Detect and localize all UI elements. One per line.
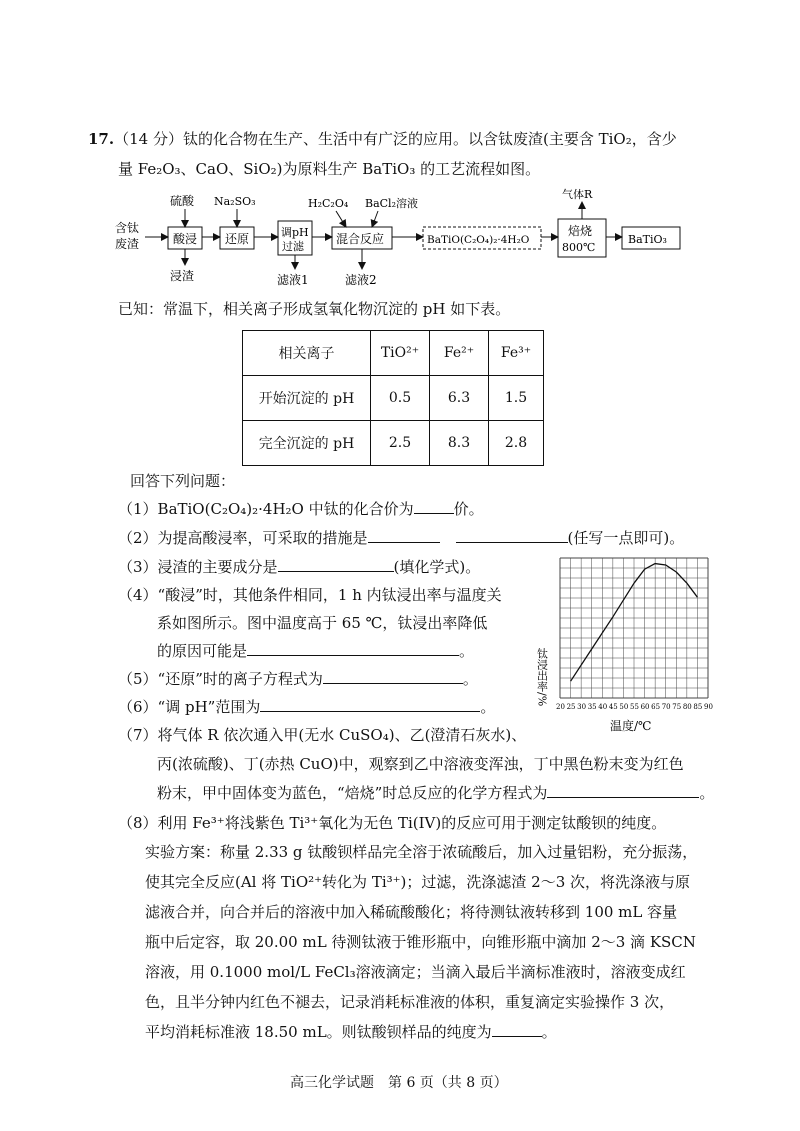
table-cell: 完全沉淀的 pH (243, 421, 371, 466)
table-header-ion: 相关离子 (243, 331, 371, 376)
q2-text: （2）为提高酸浸率，可采取的措施是 (118, 529, 368, 547)
q8-text: 平均消耗标准液 18.50 mL。则钛酸钡样品的纯度为 (145, 1023, 492, 1041)
q6-end: 。 (480, 698, 496, 716)
q2-end: (任写一点即可)。 (567, 529, 685, 547)
chart-x-tick-label: 20 (556, 703, 565, 711)
question-score: （14 分） (114, 130, 183, 148)
chart-x-tick-label: 75 (672, 703, 682, 711)
question-number: 17. (88, 130, 115, 148)
chart-x-tick-label: 25 (566, 703, 576, 711)
table-header-fe2: Fe²⁺ (430, 331, 489, 376)
ph-table (242, 330, 544, 466)
q8-line8 (145, 1021, 557, 1042)
q8-line2: 实验方案：称量 2.33 g 钛酸钡样品完全溶于浓硫酸后，加入过量铝粉，充分振荡， (145, 843, 698, 861)
table-cell: 2.5 (371, 421, 430, 466)
q4-blank[interactable] (247, 641, 459, 656)
q2-blank-2[interactable] (456, 528, 568, 543)
chart-x-ticks (556, 703, 713, 711)
q5-text: （5）“还原”时的离子方程式为 (118, 670, 323, 688)
table-cell: 2.8 (489, 421, 544, 466)
flow-box-mix-label: 混合反应 (336, 232, 385, 246)
q1-blank[interactable] (414, 499, 454, 514)
chart-x-tick-label: 90 (704, 703, 713, 711)
flow-box-reduce-label: 还原 (225, 232, 250, 246)
q3-end: (填化学式)。 (393, 558, 481, 576)
flow-box-calcine-line2: 800℃ (562, 241, 596, 254)
chart-x-tick-label: 85 (693, 703, 703, 711)
q5-blank[interactable] (323, 669, 463, 684)
leach-rate-chart (520, 548, 720, 736)
table-header-fe3: Fe³⁺ (489, 331, 544, 376)
q8-end: 。 (541, 1023, 557, 1041)
q7-line3 (157, 782, 714, 803)
table-row (243, 331, 544, 376)
q8-blank[interactable] (492, 1022, 542, 1037)
process-flow-diagram (110, 185, 710, 295)
question-header (88, 128, 677, 149)
q3-text: （3）浸渣的主要成分是 (118, 558, 278, 576)
q8-line4: 滤液合并，向合并后的溶液中加入稀硫酸酸化；将待测钛液转移到 100 mL 容量 (145, 903, 678, 921)
flow-box-adjust-line2: 过滤 (282, 240, 304, 253)
flow-gas-r: 气体R (562, 188, 593, 201)
chart-x-tick-label: 50 (619, 703, 629, 711)
chart-x-tick-label: 40 (598, 703, 608, 711)
flow-reagent-bacl2: BaCl₂溶液 (365, 197, 418, 210)
q4-line1: （4）“酸浸”时，其他条件相同，1 h 内钛浸出率与温度关 (118, 586, 502, 604)
q6 (118, 696, 495, 717)
flow-box-calcine-line1: 焙烧 (568, 224, 593, 238)
flow-reagent-h2c2o4: H₂C₂O₄ (308, 197, 349, 210)
flow-reagent-na2so3: Na₂SO₃ (214, 195, 256, 208)
q4-text: 的原因可能是 (157, 642, 248, 660)
table-cell: 6.3 (430, 376, 489, 421)
flow-box-product-label: BaTiO₃ (628, 233, 667, 246)
chart-x-tick-label: 45 (608, 703, 618, 711)
q4-end: 。 (459, 642, 475, 660)
table-cell: 8.3 (430, 421, 489, 466)
chart-x-tick-label: 30 (577, 703, 587, 711)
q8-line5: 瓶中后定容，取 20.00 mL 待测钛液于锥形瓶中，向锥形瓶中滴加 2～3 滴 KSCN (145, 933, 696, 951)
chart-x-tick-label: 60 (640, 703, 650, 711)
q2 (118, 527, 684, 548)
q5 (118, 668, 478, 689)
q8-line6: 溶液，用 0.1000 mol/L FeCl₃溶液滴定；当滴入最后半滴标准液时，溶液变成红 (145, 963, 686, 981)
flow-out-residue: 浸渣 (170, 269, 195, 283)
q7-text: 粉末，甲中固体变为蓝色，“焙烧”时总反应的化学方程式为 (157, 784, 548, 802)
page-footer: 高三化学试题 第 6 页（共 8 页） (290, 1075, 508, 1091)
q5-end: 。 (462, 670, 478, 688)
q2-blank-1[interactable] (368, 528, 440, 543)
chart-y-label: 钛浸出率/% (535, 648, 549, 707)
table-cell: 开始沉淀的 pH (243, 376, 371, 421)
flow-box-intermediate-label: BaTiO(C₂O₄)₂·4H₂O (427, 234, 530, 246)
chart-x-tick-label: 65 (651, 703, 661, 711)
flow-reagent-acid: 硫酸 (170, 194, 195, 208)
flow-arrow-bacl2 (372, 211, 378, 227)
q8-line7: 色，且半分钟内红色不褪去，记录消耗标准液的体积，重复滴定实验操作 3 次， (145, 993, 675, 1011)
question-intro-line2: 量 Fe₂O₃、CaO、SiO₂)为原料生产 BaTiO₃ 的工艺流程如图。 (118, 160, 541, 178)
q6-text: （6）“调 pH”范围为 (118, 698, 261, 716)
q1-end: 价。 (453, 500, 484, 518)
table-row (243, 376, 544, 421)
q7-line2: 丙(浓硫酸)、丁(赤热 CuO)中，观察到乙中溶液变浑浊，丁中黑色粉末变为红色 (157, 755, 684, 773)
q8-line1: （8）利用 Fe³⁺将浅紫色 Ti³⁺氧化为无色 Ti(IV)的反应可用于测定钛酸钡的纯度。 (118, 814, 667, 832)
known-statement: 已知：常温下，相关离子形成氢氧化物沉淀的 pH 如下表。 (118, 300, 511, 318)
chart-x-tick-label: 55 (630, 703, 639, 711)
answer-prompt: 回答下列问题： (130, 472, 236, 490)
chart-x-tick-label: 70 (661, 703, 671, 711)
q7-line1: （7）将气体 R 依次通入甲(无水 CuSO₄)、乙(澄清石灰水)、 (118, 726, 527, 744)
chart-x-tick-label: 35 (587, 703, 597, 711)
q3-blank[interactable] (278, 557, 394, 572)
q7-end: 。 (699, 784, 715, 802)
q7-blank[interactable] (547, 783, 699, 798)
q1-text: （1）BaTiO(C₂O₄)₂·4H₂O 中钛的化合价为 (118, 500, 414, 518)
flow-raw-line2: 废渣 (115, 237, 140, 251)
q1 (118, 498, 484, 519)
table-cell: 1.5 (489, 376, 544, 421)
flow-arrow-h2c2o4 (336, 211, 346, 227)
chart-x-label: 温度/℃ (610, 719, 652, 733)
flow-out-filtrate2: 滤液2 (345, 273, 377, 287)
flow-box-adjust-line1: 调pH (281, 226, 309, 239)
flow-raw-line1: 含钛 (115, 221, 140, 235)
flow-out-filtrate1: 滤液1 (277, 273, 309, 287)
chart-grid (560, 558, 708, 698)
q4-line2: 系如图所示。图中温度高于 65 ℃，钛浸出率降低 (157, 614, 488, 632)
table-row (243, 421, 544, 466)
q4-line3 (157, 640, 474, 661)
q6-blank[interactable] (260, 697, 480, 712)
q3 (118, 556, 480, 577)
question-intro-line1: 钛的化合物在生产、生活中有广泛的应用。以含钛废渣(主要含 TiO₂，含少 (182, 130, 677, 148)
chart-x-tick-label: 80 (682, 703, 692, 711)
table-header-tio: TiO²⁺ (371, 331, 430, 376)
table-cell: 0.5 (371, 376, 430, 421)
q8-line3: 使其完全反应(Al 将 TiO²⁺转化为 Ti³⁺)；过滤，洗涤滤渣 2～3 次，将洗涤液与原 (145, 873, 691, 891)
flow-box-acid-leach-label: 酸浸 (173, 232, 198, 246)
